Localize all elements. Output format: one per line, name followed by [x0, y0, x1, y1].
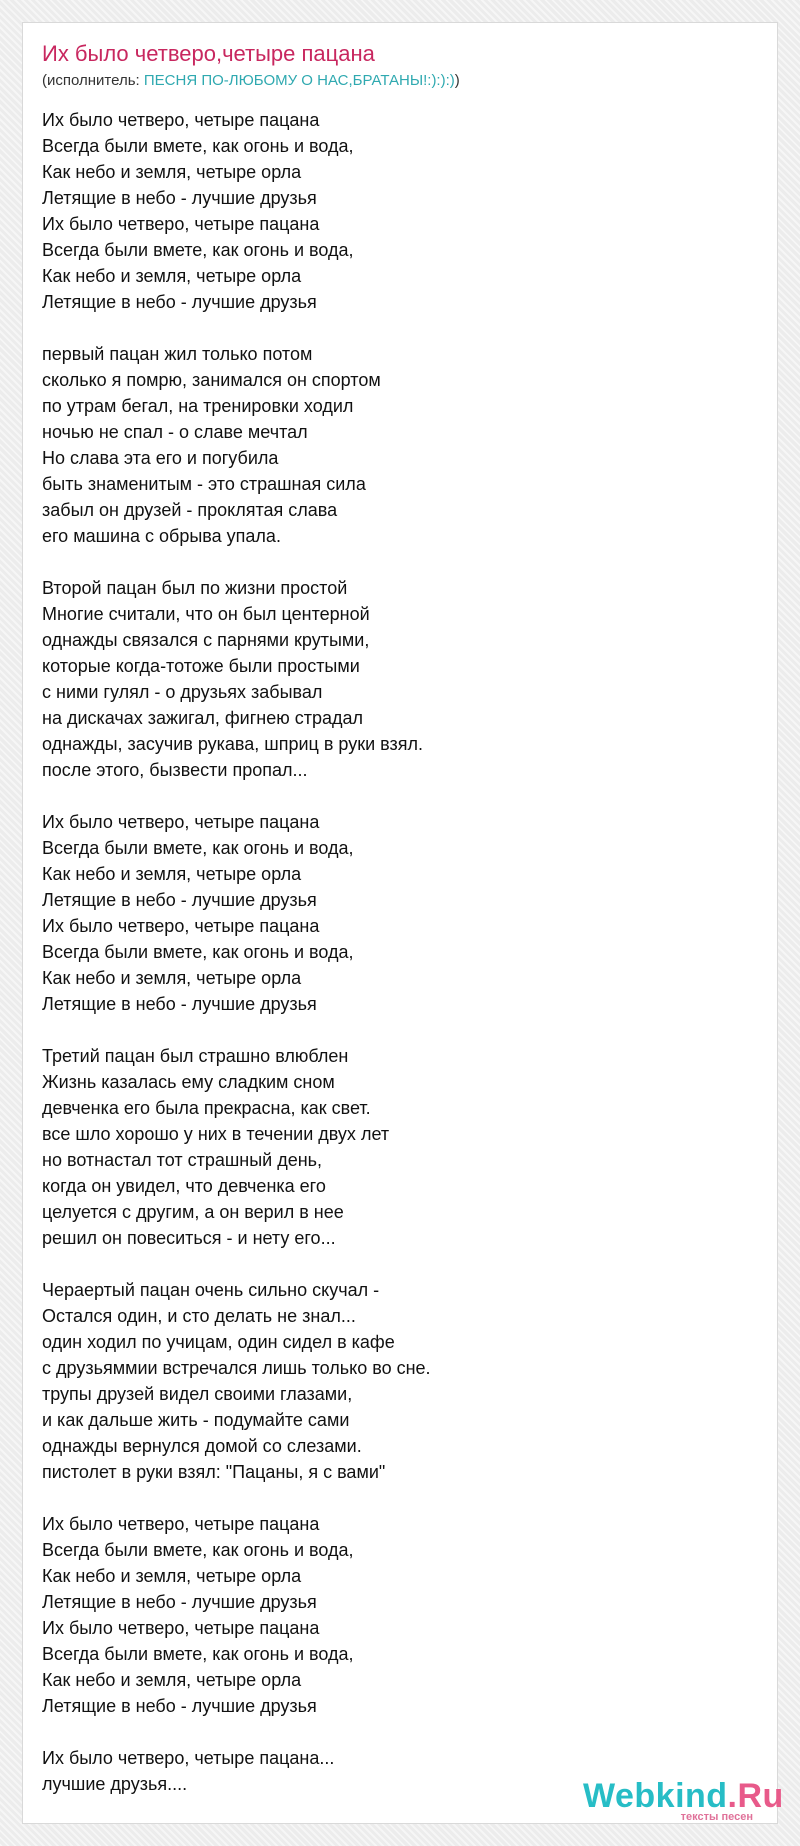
- lyric-line: после этого, бызвести пропал...: [42, 760, 308, 780]
- lyric-line: его машина с обрыва упала.: [42, 526, 281, 546]
- lyrics-stanza: [42, 809, 742, 1017]
- lyric-line: пистолет в руки взял: "Пацаны, я с вами": [42, 1462, 386, 1482]
- lyric-line: Как небо и земля, четыре орла: [42, 1670, 302, 1690]
- lyric-line: однажды вернулся домой со слезами.: [42, 1436, 362, 1456]
- lyric-line: однажды, засучив рукава, шприц в руки взял.: [42, 734, 424, 754]
- artist-line: [42, 71, 460, 91]
- lyric-line: когда он увидел, что девченка его: [42, 1176, 326, 1196]
- lyric-line: но вотнастал тот страшный день,: [42, 1150, 323, 1170]
- lyric-line: Остался один, и сто делать не знал...: [42, 1306, 356, 1326]
- lyric-line: все шло хорошо у них в течении двух лет: [42, 1124, 390, 1144]
- lyrics-stanza: [42, 575, 742, 783]
- lyric-line: Второй пацан был по жизни простой: [42, 578, 348, 598]
- webkind-logo[interactable]: [583, 1776, 784, 1824]
- artist-prefix: (исполнитель:: [42, 72, 144, 89]
- lyric-line: Летящие в небо - лучшие друзья: [42, 1696, 317, 1716]
- lyric-line: целуется с другим, а он верил в нее: [42, 1202, 344, 1222]
- lyric-line: Их было четверо, четыре пацана: [42, 214, 320, 234]
- lyric-line: Как небо и земля, четыре орла: [42, 864, 302, 884]
- lyric-line: Многие считали, что он был центерной: [42, 604, 370, 624]
- lyric-line: ночью не спал - о славе мечтал: [42, 422, 308, 442]
- lyric-line: Третий пацан был страшно влюблен: [42, 1046, 349, 1066]
- lyric-line: быть знаменитым - это страшная сила: [42, 474, 366, 494]
- lyric-line: Их было четверо, четыре пацана: [42, 1514, 320, 1534]
- lyric-line: и как дальше жить - подумайте сами: [42, 1410, 350, 1430]
- lyric-line: с друзьяммии встречался лишь только во сне.: [42, 1358, 431, 1378]
- lyric-line: с ними гулял - о друзьях забывал: [42, 682, 323, 702]
- lyric-line: Всегда были вмете, как огонь и вода,: [42, 838, 354, 858]
- lyrics-stanza: [42, 1511, 742, 1719]
- lyric-line: Их было четверо, четыре пацана...: [42, 1748, 335, 1768]
- lyric-line: Летящие в небо - лучшие друзья: [42, 1592, 317, 1612]
- lyric-line: Как небо и земля, четыре орла: [42, 162, 302, 182]
- lyric-line: Их было четверо, четыре пацана: [42, 1618, 320, 1638]
- lyric-line: Всегда были вмете, как огонь и вода,: [42, 240, 354, 260]
- lyric-line: по утрам бегал, на тренировки ходил: [42, 396, 354, 416]
- lyrics-stanza: [42, 341, 742, 549]
- lyric-line: Их было четверо, четыре пацана: [42, 110, 320, 130]
- lyric-line: однажды связался с парнями крутыми,: [42, 630, 370, 650]
- logo-name: Webkind: [583, 1777, 728, 1815]
- lyric-line: Летящие в небо - лучшие друзья: [42, 188, 317, 208]
- lyric-line: Их было четверо, четыре пацана: [42, 916, 320, 936]
- lyric-line: первый пацан жил только потом: [42, 344, 313, 364]
- lyric-line: лучшие друзья....: [42, 1774, 188, 1794]
- lyric-line: Всегда были вмете, как огонь и вода,: [42, 942, 354, 962]
- lyric-line: Как небо и земля, четыре орла: [42, 266, 302, 286]
- lyrics-stanza: [42, 107, 742, 315]
- lyric-line: забыл он друзей - проклятая слава: [42, 500, 338, 520]
- lyric-line: Их было четверо, четыре пацана: [42, 812, 320, 832]
- lyric-line: решил он повеситься - и нету его...: [42, 1228, 336, 1248]
- lyric-line: Всегда были вмете, как огонь и вода,: [42, 1644, 354, 1664]
- lyric-line: на дискачах зажигал, фигнею страдал: [42, 708, 363, 728]
- lyric-line: Как небо и земля, четыре орла: [42, 968, 302, 988]
- artist-suffix: ): [454, 72, 460, 89]
- lyric-line: Но слава эта его и погубила: [42, 448, 279, 468]
- lyrics-body: [42, 107, 742, 1797]
- lyric-line: один ходил по учицам, один сидел в кафе: [42, 1332, 395, 1352]
- logo-tagline: тексты песен: [680, 1811, 753, 1823]
- lyric-line: Летящие в небо - лучшие друзья: [42, 890, 317, 910]
- lyrics-stanza: [42, 1043, 742, 1251]
- lyric-line: Летящие в небо - лучшие друзья: [42, 292, 317, 312]
- lyric-line: Жизнь казалась ему сладким сном: [42, 1072, 335, 1092]
- lyric-line: девченка его была прекрасна, как свет.: [42, 1098, 371, 1118]
- lyric-line: сколько я помрю, занимался он спортом: [42, 370, 381, 390]
- lyric-line: Как небо и земля, четыре орла: [42, 1566, 302, 1586]
- lyric-line: трупы друзей видел своими глазами,: [42, 1384, 353, 1404]
- lyric-line: Летящие в небо - лучшие друзья: [42, 994, 317, 1014]
- song-title: Их было четверо,четыре пацана: [42, 41, 375, 66]
- lyrics-stanza: [42, 1277, 742, 1485]
- lyric-line: которые когда-тотоже были простыми: [42, 656, 360, 676]
- artist-link[interactable]: ПЕСНЯ ПО-ЛЮБОМУ О НАС,БРАТАНЫ!:):):): [143, 72, 455, 89]
- lyric-line: Чераертый пацан очень сильно скучал -: [42, 1280, 380, 1300]
- lyric-line: Всегда были вмете, как огонь и вода,: [42, 136, 354, 156]
- logo-tld: .Ru: [727, 1777, 784, 1815]
- lyric-line: Всегда были вмете, как огонь и вода,: [42, 1540, 354, 1560]
